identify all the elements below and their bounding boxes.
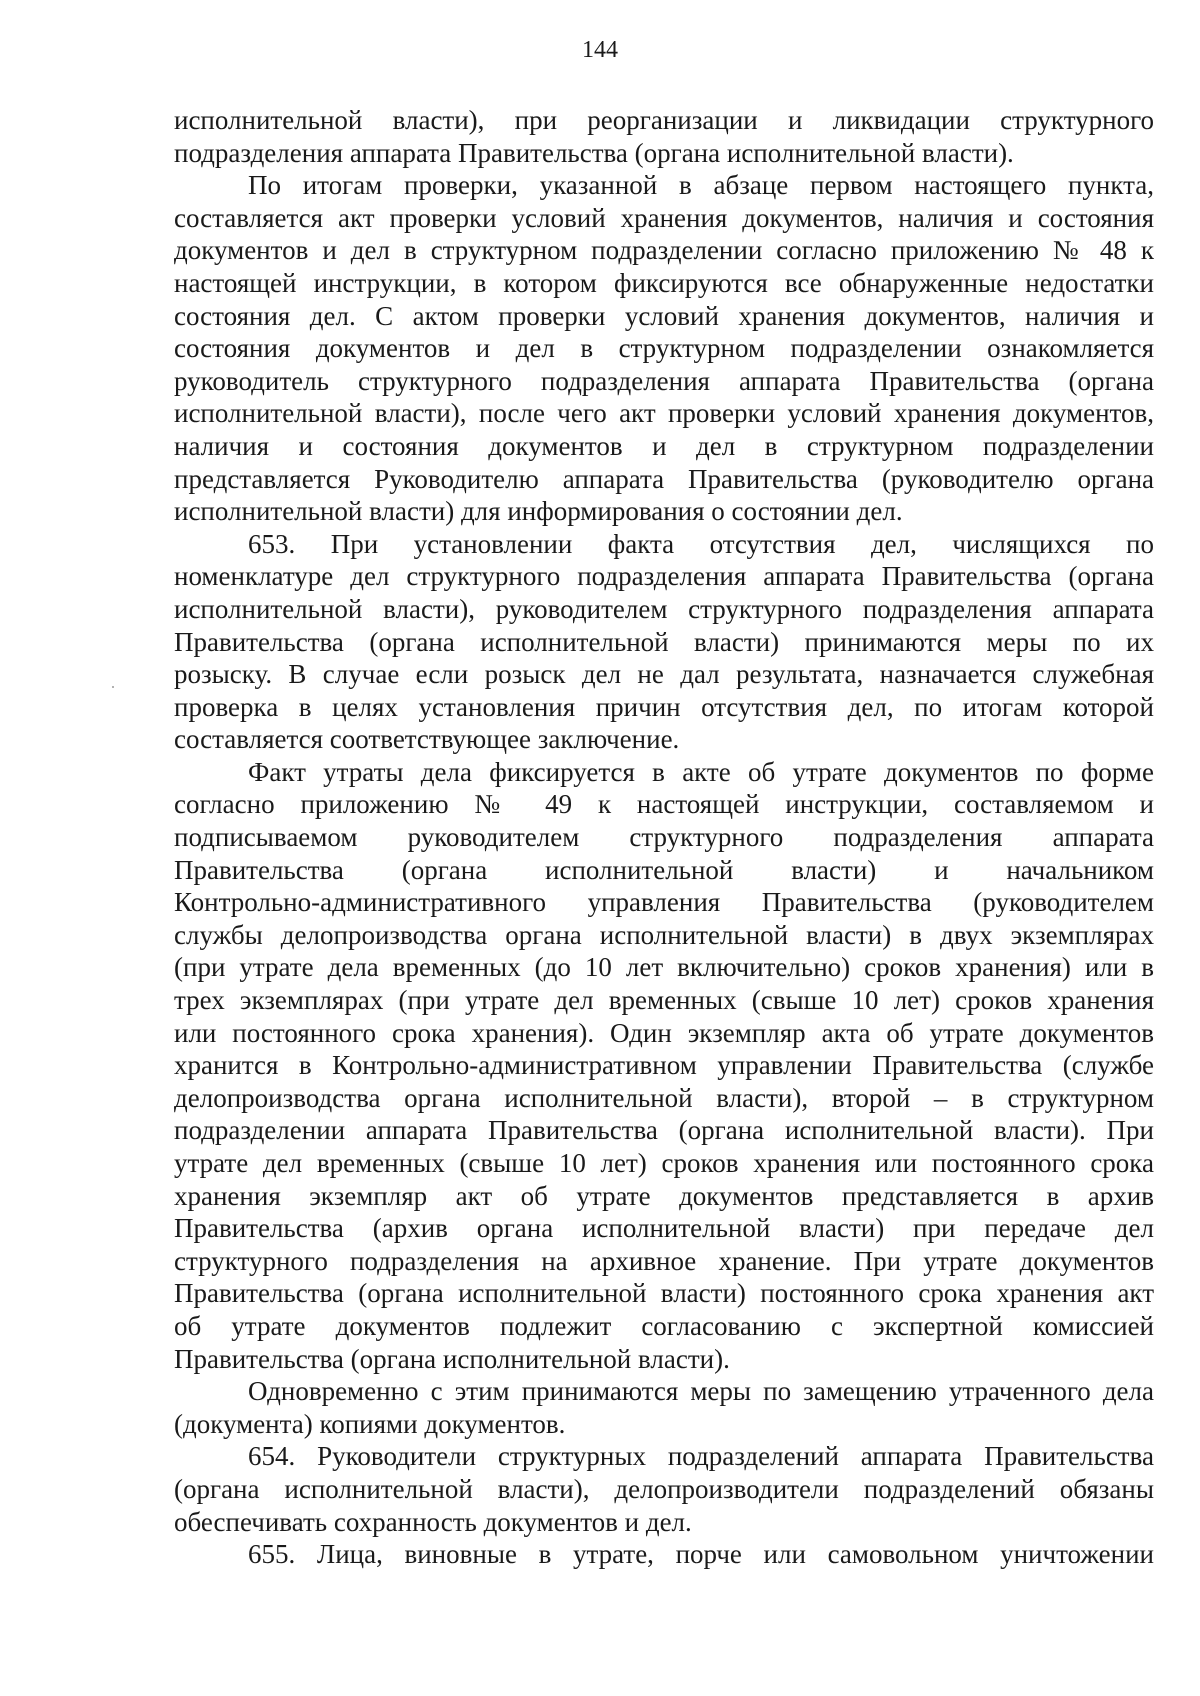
text-line: подразделения аппарата Правительства (органа исполнительной власти). <box>174 137 1014 168</box>
text-line: хранения экземпляр акт об утрате документов представляется в архив <box>174 1180 1154 1211</box>
text-line: составляется акт проверки условий хранения документов, наличия и состояния <box>174 202 1154 233</box>
text-line: исполнительной власти), после чего акт проверки условий хранения документов, <box>174 398 1154 429</box>
text-line: 655. Лица, виновные в утрате, порче или самовольном уничтожении <box>248 1539 1154 1570</box>
text-line: трех экземплярах (при утрате дел временных (свыше 10 лет) сроков хранения <box>174 985 1154 1016</box>
text-line: обеспечивать сохранность документов и дел. <box>174 1506 692 1537</box>
text-line: состояния дел. С актом проверки условий хранения документов, наличия и <box>174 300 1154 331</box>
text-line: Правительства (органа исполнительной власти) принимаются меры по их <box>174 626 1154 657</box>
text-line: службы делопроизводства органа исполнительной власти) в двух экземплярах <box>174 919 1154 950</box>
text-line: исполнительной власти), при реорганизации и ликвидации структурного <box>174 105 1154 135</box>
text-line: или постоянного срока хранения). Один экземпляр акта об утрате документов <box>174 1017 1154 1048</box>
text-line: Правительства (органа исполнительной власти) постоянного срока хранения акт <box>174 1278 1154 1309</box>
text-line: исполнительной власти), руководителем структурного подразделения аппарата <box>174 593 1154 624</box>
text-line: составляется соответствующее заключение. <box>174 724 680 755</box>
text-line: Контрольно-административного управления Правительства (руководителем <box>174 887 1154 918</box>
text-line: Одновременно с этим принимаются меры по замещению утраченного дела <box>248 1376 1154 1407</box>
text-line: документов и дел в структурном подразделении согласно приложению № 48 к <box>174 235 1154 266</box>
text-line: (органа исполнительной власти), делопроизводители подразделений обязаны <box>174 1473 1154 1504</box>
text-line: номенклатуре дел структурного подразделения аппарата Правительства (органа <box>174 561 1154 592</box>
text-line: Правительства (органа исполнительной власти) и начальником <box>174 854 1154 885</box>
text-line: наличия и состояния документов и дел в структурном подразделении <box>174 430 1154 461</box>
text-line: утрате дел временных (свыше 10 лет) сроков хранения или постоянного срока <box>174 1148 1154 1178</box>
text-line: подписываемом руководителем структурного подразделения аппарата <box>174 822 1154 853</box>
text-line: (документа) копиями документов. <box>174 1408 566 1439</box>
text-line: По итогам проверки, указанной в абзаце первом настоящего пункта, <box>248 170 1154 201</box>
text-line: Правительства (органа исполнительной власти). <box>174 1343 730 1374</box>
text-line: согласно приложению № 49 к настоящей инструкции, составляемом и <box>174 789 1154 820</box>
text-line: 654. Руководители структурных подразделений аппарата Правительства <box>248 1441 1154 1472</box>
text-line: Факт утраты дела фиксируется в акте об утрате документов по форме <box>248 756 1154 787</box>
text-line: проверка в целях установления причин отсутствия дел, по итогам которой <box>174 691 1154 722</box>
page-number: 144 <box>582 37 618 63</box>
scan-artifact <box>112 686 114 688</box>
text-line: (при утрате дела временных (до 10 лет включительно) сроков хранения) или в <box>174 952 1154 983</box>
text-line: руководитель структурного подразделения аппарата Правительства (органа <box>174 365 1154 396</box>
text-line: хранится в Контрольно-административном управлении Правительства (службе <box>174 1050 1154 1081</box>
text-line: об утрате документов подлежит согласованию с экспертной комиссией <box>174 1310 1154 1341</box>
text-line: делопроизводства органа исполнительной власти), второй – в структурном <box>174 1082 1154 1113</box>
text-line: подразделении аппарата Правительства (органа исполнительной власти). При <box>174 1115 1154 1146</box>
text-line: состояния документов и дел в структурном подразделении ознакомляется <box>174 333 1154 364</box>
text-line: настоящей инструкции, в котором фиксируются все обнаруженные недостатки <box>174 267 1154 298</box>
text-line: структурного подразделения на архивное хранение. При утрате документов <box>174 1245 1154 1276</box>
text-line: Правительства (архив органа исполнительной власти) при передаче дел <box>174 1213 1154 1244</box>
text-line: исполнительной власти) для информирования о состоянии дел. <box>174 496 903 527</box>
text-line: представляется Руководителю аппарата Правительства (руководителю органа <box>174 463 1154 494</box>
text-line: 653. При установлении факта отсутствия дел, числящихся по <box>248 528 1154 559</box>
text-line: розыску. В случае если розыск дел не дал результата, назначается служебная <box>174 659 1154 690</box>
document-body <box>174 104 1154 1571</box>
